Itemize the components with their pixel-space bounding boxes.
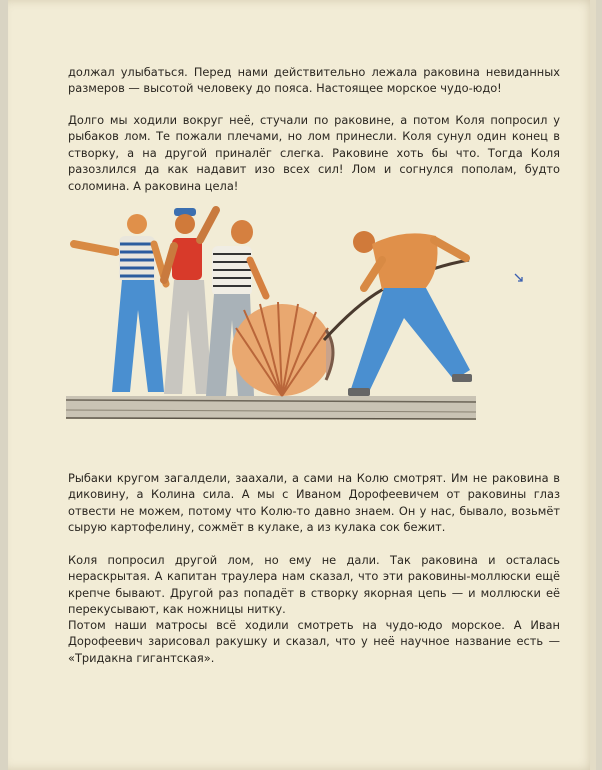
sailor-shirtless [348,231,472,396]
page-edge [590,0,596,770]
paragraph-1: должал улыбаться. Перед нами действительно лежала раковина невиданных размеров — высотой человеку до пояса. Настоящее морское чудо-юдо! [68,65,560,96]
paragraph-3: Рыбаки кругом загалдели, заахали, а сами на Колю смотрят. Им не раковина в диковину, а Колина сила. А мы с Иваном Дорофеевичем от раковины глаз отвести не можем, потому что Колю-то давно знаем. Он у нас, бывало, возьмёт сырую картофелину, сожмёт в кулаке, а из кулака сок бежит. [68,471,560,535]
book-page [8,0,596,770]
paragraph-2: Долго мы ходили вокруг неё, стучали по раковине, а потом Коля попросил у рыбаков лом. Те пожали плечами, но лом принесли. Коля сунул один конец в створку, а на другой приналёг слегка. Раковине хоть бы что. Тогда Коля разозлился да как надавит изо всех сил! Лом и согнулся пополам, будто соломина. А раковина цела! [68,113,560,193]
pen-mark [513,272,527,286]
paragraph-5: Потом наши матросы всё ходили смотреть на чудо-юдо морское. А Иван Дорофеевич зарисовал ракушку и сказал, что у неё научное название есть — «Тридакна гигантская». [68,618,560,665]
sailor-left [74,214,166,392]
deck-plank [66,396,476,419]
sailor-red-vest [164,208,216,394]
illustration-sailors-and-clam [64,200,504,428]
giant-clam-shell [232,302,333,396]
paragraph-4: Коля попросил другой лом, но ему не дали. Так раковина и осталась нераскрытая. А капитан траулера нам сказал, что эти раковины-моллюски ещё крепче бывают. Другой раз попадёт в створку якорная цепь — и моллюски её перекусывают, как ножницы нитку. [68,553,560,617]
